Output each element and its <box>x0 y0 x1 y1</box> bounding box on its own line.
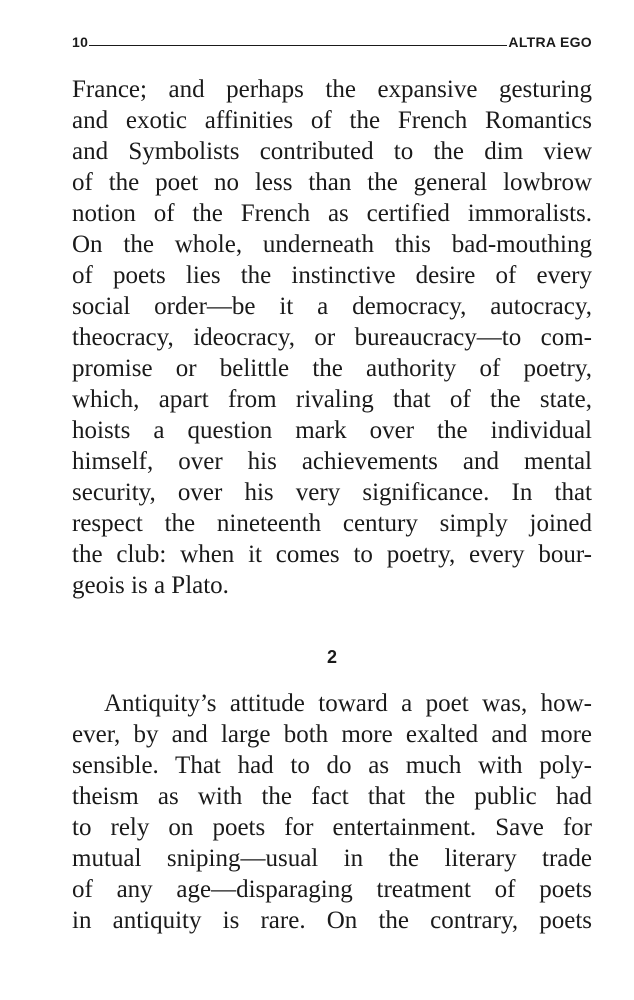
text-line: and Symbolists contributed to the dim view <box>72 138 592 165</box>
text-line: France; and perhaps the expansive gesturing <box>72 76 592 103</box>
text-line: geois is a Plato. <box>72 572 229 599</box>
running-title: ALTRA EGO <box>508 34 592 50</box>
text-line: ever, by and large both more exalted and more <box>72 721 592 748</box>
text-line: respect the nineteenth century simply joined <box>72 510 592 537</box>
running-header <box>72 28 592 50</box>
text-line: in antiquity is rare. On the contrary, poets <box>72 907 592 934</box>
text-line: Antiquity’s attitude toward a poet was, how- <box>104 690 592 717</box>
text-line: to rely on poets for entertainment. Save for <box>72 814 592 841</box>
text-line: and exotic affinities of the French Romantics <box>72 107 592 134</box>
text-line: himself, over his achievements and mental <box>72 448 592 475</box>
text-line: of poets lies the instinctive desire of every <box>72 262 592 289</box>
header-rule <box>89 44 507 46</box>
body-text-section-2 <box>72 688 592 936</box>
text-line: social order—be it a democracy, autocracy, <box>72 293 592 320</box>
text-line: mutual sniping—usual in the literary trade <box>72 845 592 872</box>
text-line: sensible. That had to do as much with poly- <box>72 752 592 779</box>
text-line: which, apart from rivaling that of the state, <box>72 386 592 413</box>
text-line: of the poet no less than the general lowbrow <box>72 169 592 196</box>
text-line: security, over his very significance. In that <box>72 479 592 506</box>
section-number: 2 <box>326 647 337 667</box>
text-line: theocracy, ideocracy, or bureaucracy—to com- <box>72 324 592 351</box>
body-text-section-1 <box>72 74 592 601</box>
text-line: promise or belittle the authority of poetry, <box>72 355 592 382</box>
text-line: hoists a question mark over the individual <box>72 417 592 444</box>
text-line: the club: when it comes to poetry, every bour- <box>72 541 592 568</box>
page-number: 10 <box>72 34 89 50</box>
text-line: theism as with the fact that the public had <box>72 783 592 810</box>
text-line: On the whole, underneath this bad-mouthing <box>72 231 592 258</box>
text-line: of any age—disparaging treatment of poets <box>72 876 592 903</box>
text-line: notion of the French as certified immoralists. <box>72 200 592 227</box>
